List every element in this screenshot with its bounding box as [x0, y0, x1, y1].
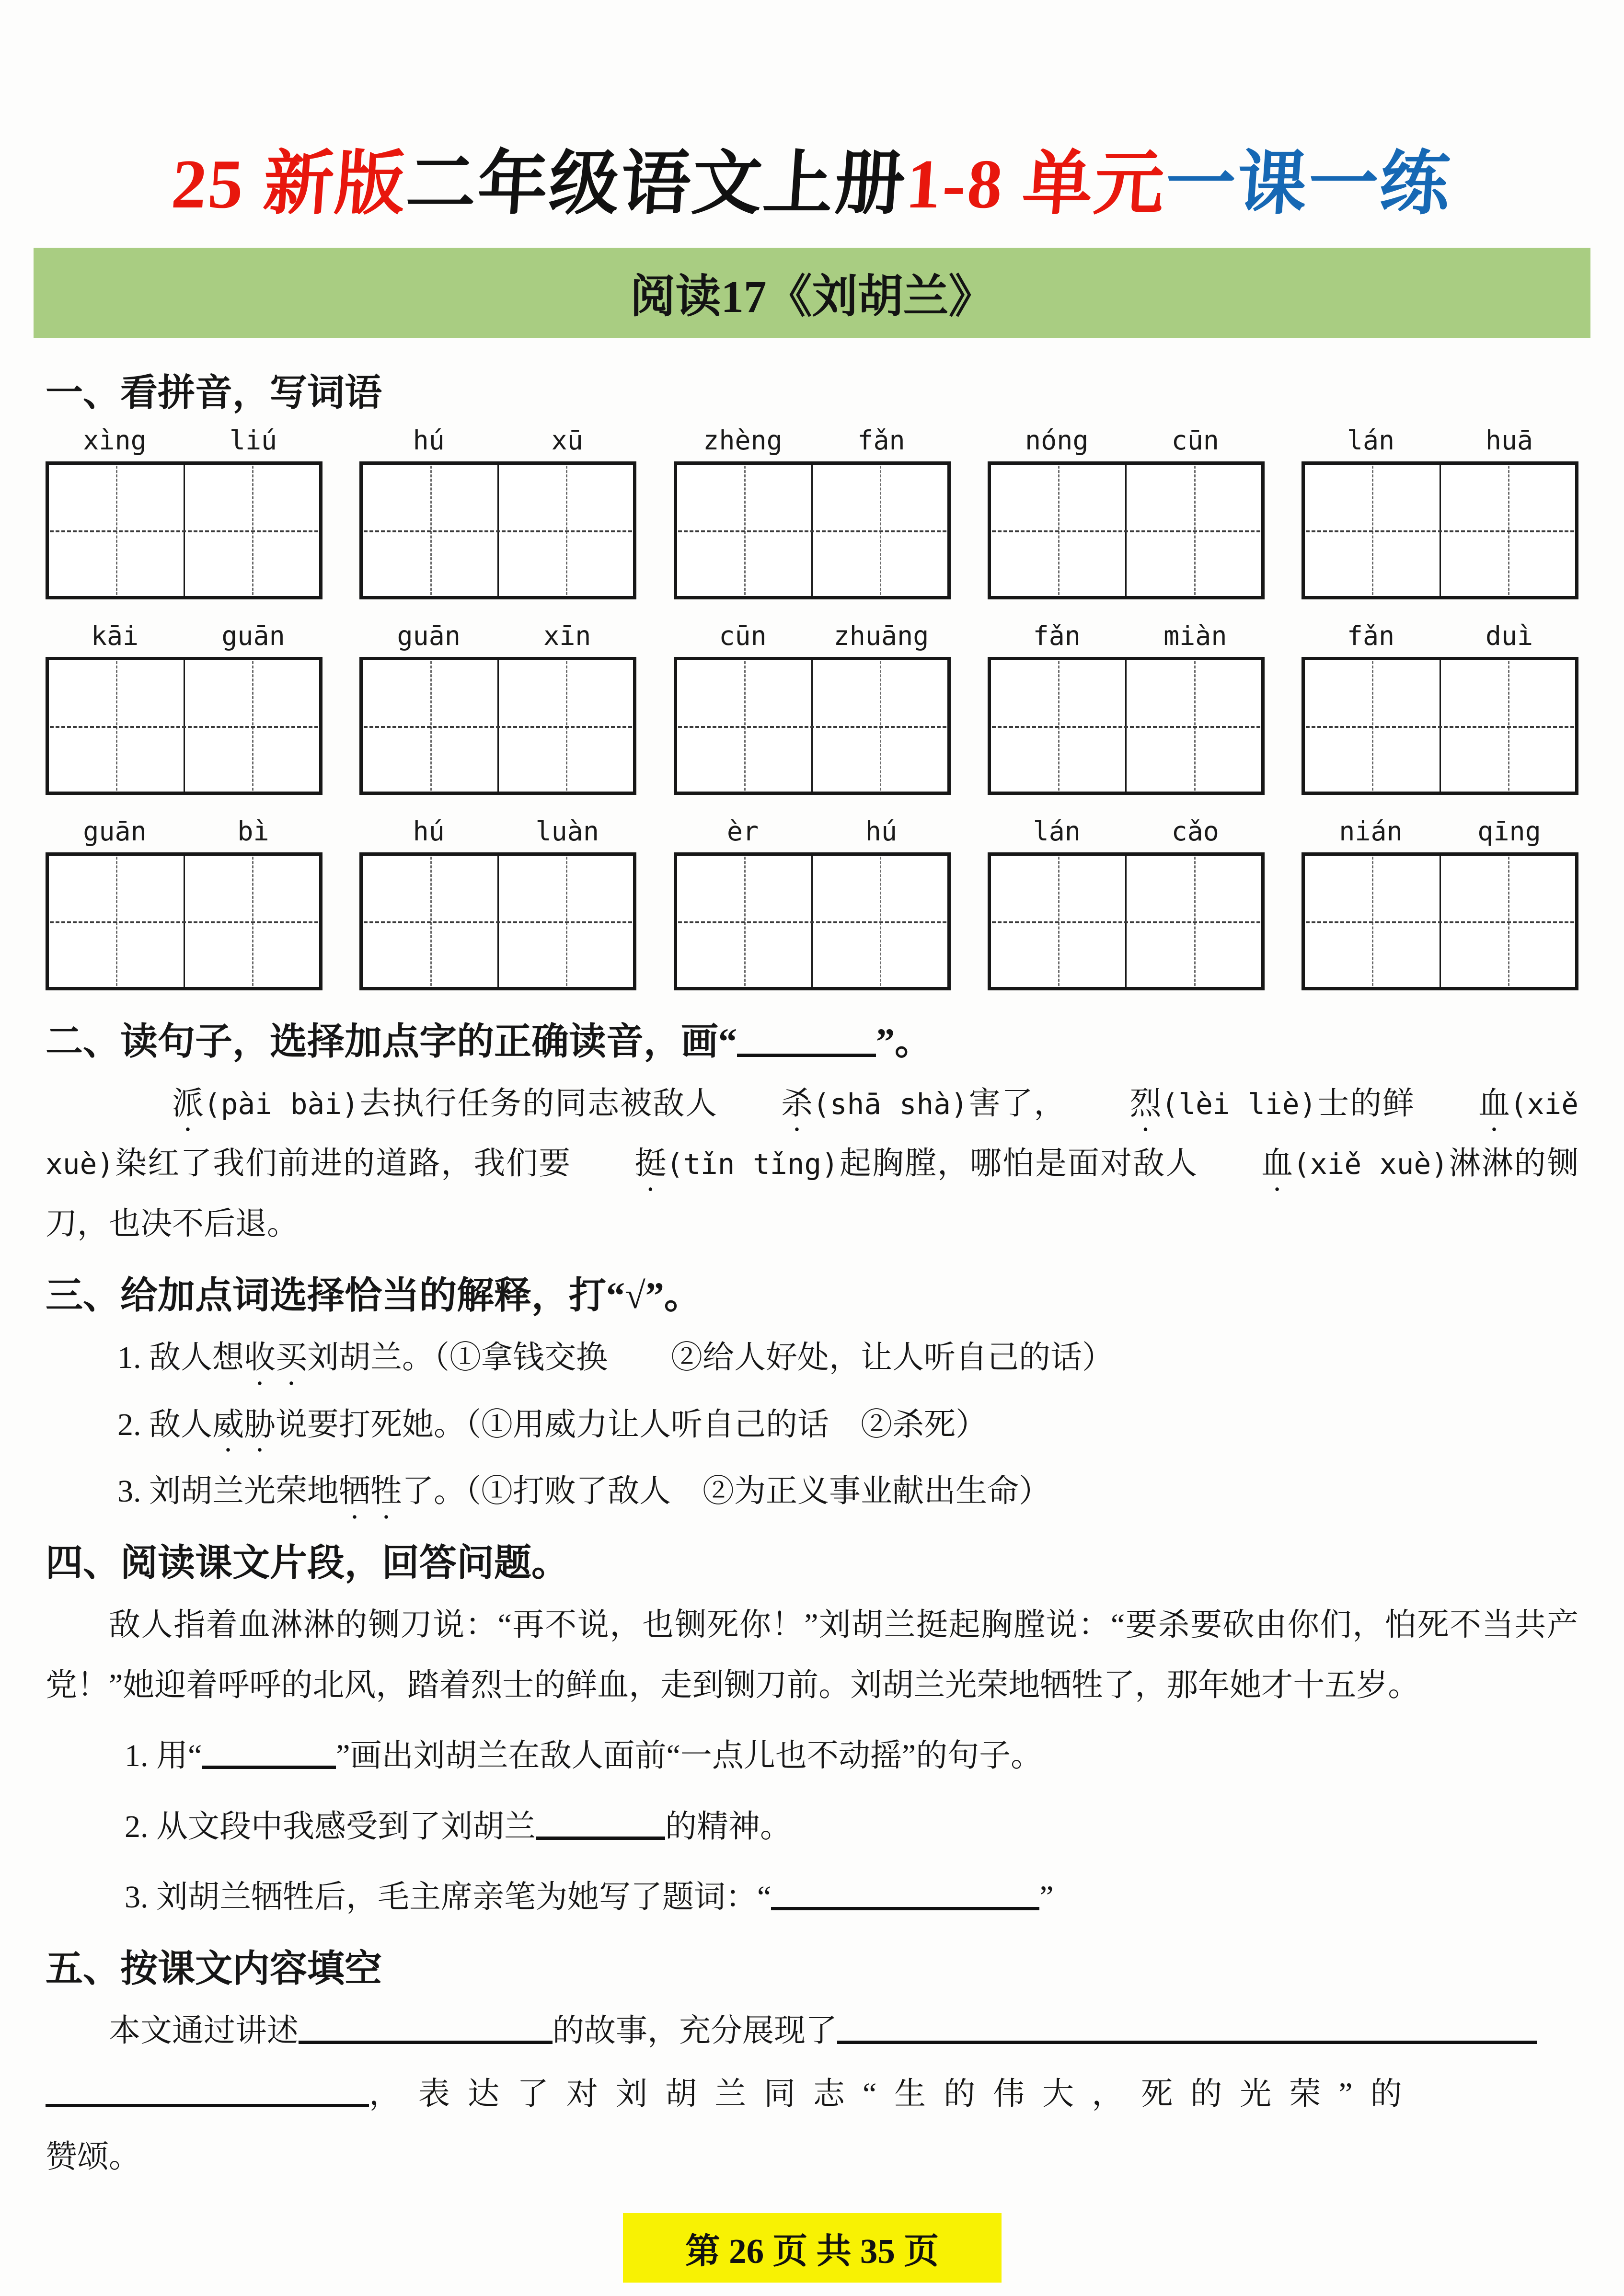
writing-cell[interactable]: [49, 856, 185, 987]
pinyin-word-group: [1302, 620, 1578, 795]
text-run: 淋淋的铡刀，也决不后退。: [46, 1146, 1579, 1241]
writing-cell[interactable]: [185, 856, 320, 987]
writing-cell[interactable]: [991, 660, 1127, 792]
writing-box: [1302, 461, 1578, 599]
pinyin-annotation: (shā shà): [812, 1088, 968, 1121]
text-run: 2. 敌人: [117, 1407, 212, 1442]
page-title: [42, 127, 1582, 228]
dotted-char: 威: [212, 1407, 244, 1442]
section-4: [46, 1533, 1578, 1927]
pinyin-labels: [988, 425, 1265, 456]
writing-cell[interactable]: [991, 465, 1127, 596]
writing-box: [46, 657, 322, 795]
pinyin-word-group: [988, 816, 1265, 990]
dotted-char: 杀: [781, 1086, 813, 1121]
pinyin-labels: [1302, 620, 1578, 651]
writing-cell[interactable]: [813, 856, 947, 987]
pinyin-word-group: [988, 425, 1265, 599]
section5-line2: [46, 2064, 1578, 2124]
section-2: [46, 1011, 1578, 1254]
pinyin-syllable: duì: [1485, 620, 1533, 651]
section2-paragraph: [46, 1074, 1578, 1254]
pinyin-syllable: qīng: [1477, 816, 1541, 847]
text-run: 本文通过讲述: [109, 2013, 299, 2049]
pinyin-syllable: èr: [726, 816, 759, 847]
writing-cell[interactable]: [1305, 856, 1441, 987]
writing-cell[interactable]: [813, 660, 947, 792]
pinyin-word-group: [674, 620, 951, 795]
list-item: [46, 1797, 1578, 1857]
fill-blank[interactable]: [837, 2014, 1537, 2044]
dotted-char: 派: [172, 1086, 204, 1121]
dotted-char: 收: [244, 1340, 276, 1376]
pinyin-labels: [674, 620, 951, 651]
pinyin-syllable: guān: [83, 816, 147, 847]
lesson-banner: [34, 248, 1590, 338]
pinyin-syllable: liú: [229, 425, 277, 456]
list-item: [46, 1461, 1578, 1521]
page-number-text: 第 26 页 共 35 页: [685, 2232, 939, 2271]
writing-cell[interactable]: [499, 856, 633, 987]
section5-line3: [46, 2127, 1578, 2187]
lesson-banner-text: 阅读17《刘胡兰》: [630, 271, 994, 322]
section3-heading: 三、给加点词选择恰当的解释，打“√”。: [46, 1274, 702, 1317]
pinyin-labels: [988, 816, 1265, 847]
pinyin-syllable: guān: [221, 620, 285, 651]
writing-cell[interactable]: [1127, 660, 1261, 792]
writing-cell[interactable]: [1441, 660, 1576, 792]
dotted-char: 牲: [370, 1473, 402, 1509]
text-run: 士的鲜: [1316, 1086, 1415, 1121]
text-run: 1. 敌人想: [117, 1340, 244, 1376]
pinyin-syllable: miàn: [1163, 620, 1227, 651]
pinyin-labels: [359, 425, 636, 456]
dotted-char: 血: [1478, 1086, 1510, 1121]
text-run: 赞颂。: [46, 2139, 140, 2175]
text-run: ”: [1039, 1879, 1054, 1915]
dotted-char: 挺: [634, 1146, 667, 1182]
list-item: [46, 1395, 1578, 1455]
pinyin-labels: [988, 620, 1265, 651]
text-run: 害了，: [967, 1086, 1067, 1121]
writing-cell[interactable]: [677, 465, 813, 596]
writing-box: [674, 461, 951, 599]
fill-blank[interactable]: [202, 1739, 336, 1769]
section4-questions: [46, 1726, 1578, 1927]
writing-cell[interactable]: [185, 660, 320, 792]
writing-cell[interactable]: [1441, 465, 1576, 596]
pinyin-syllable: fǎn: [857, 425, 905, 456]
section-3: [46, 1265, 1578, 1521]
text-run: 3. 刘胡兰牺牲后，毛主席亲笔为她写了题词：“: [125, 1879, 772, 1915]
writing-box: [359, 657, 636, 795]
pinyin-labels: [46, 425, 322, 456]
list-item: [46, 1726, 1578, 1786]
text-run: 刘胡兰。（①拿钱交换 ②给人好处，让人听自己的话）: [307, 1340, 1114, 1376]
list-item: [46, 1328, 1578, 1388]
pinyin-word-group: [359, 620, 636, 795]
writing-cell[interactable]: [1127, 856, 1261, 987]
pinyin-word-group: [46, 620, 322, 795]
pinyin-syllable: luàn: [535, 816, 599, 847]
pinyin-labels: [46, 620, 322, 651]
pinyin-syllable: zhuāng: [833, 620, 929, 651]
text-run: 二年级语文上册: [403, 145, 909, 223]
fill-blank[interactable]: [771, 1880, 1039, 1910]
pinyin-syllable: lán: [1347, 425, 1395, 456]
pinyin-syllable: lán: [1033, 816, 1081, 847]
pinyin-syllable: fǎn: [1347, 620, 1395, 651]
text-run: 的精神。: [665, 1809, 792, 1844]
writing-box: [988, 657, 1265, 795]
writing-box: [988, 461, 1265, 599]
pinyin-syllable: hú: [413, 816, 445, 847]
pinyin-labels: [46, 816, 322, 847]
pinyin-labels: [674, 425, 951, 456]
writing-cell[interactable]: [1441, 856, 1576, 987]
writing-box: [1302, 852, 1578, 990]
writing-cell[interactable]: [49, 660, 185, 792]
pinyin-labels: [359, 816, 636, 847]
section1-heading: 一、看拼音，写词语: [46, 372, 382, 413]
dotted-char: 烈: [1129, 1086, 1162, 1121]
pinyin-word-group: [674, 425, 951, 599]
pinyin-annotation: (lèi liè): [1161, 1088, 1317, 1121]
dotted-char: 血: [1261, 1146, 1293, 1182]
text-run: 1-8 单元: [903, 145, 1168, 223]
section4-heading: 四、阅读课文片段，回答问题。: [46, 1542, 569, 1584]
writing-cell[interactable]: [813, 465, 947, 596]
pinyin-word-group: [46, 816, 322, 990]
pinyin-syllable: cǎo: [1171, 816, 1219, 847]
pinyin-syllable: bì: [237, 816, 269, 847]
pinyin-word-group: [359, 425, 636, 599]
section5-heading: 五、按课文内容填空: [46, 1948, 382, 1990]
fill-blank[interactable]: [299, 2014, 553, 2044]
writing-cell[interactable]: [499, 465, 633, 596]
dotted-char: 胁: [244, 1407, 276, 1442]
writing-box: [46, 461, 322, 599]
writing-cell[interactable]: [677, 856, 813, 987]
pinyin-annotation: (tǐn tǐng): [666, 1148, 839, 1182]
text-run: 起胸膛，哪怕是面对敌人: [838, 1146, 1198, 1182]
section2-heading: [46, 1011, 1578, 1065]
writing-cell[interactable]: [363, 660, 499, 792]
dotted-char: 牺: [339, 1473, 370, 1509]
pinyin-syllable: cūn: [1171, 425, 1219, 456]
pinyin-labels: [1302, 816, 1578, 847]
text-run: ”画出刘胡兰在敌人面前“一点儿也不动摇”的句子。: [336, 1738, 1043, 1774]
pinyin-syllable: hú: [413, 425, 445, 456]
text-run: 去执行任务的同志被敌人: [358, 1086, 718, 1121]
text-run: 一课一练: [1163, 145, 1454, 223]
writing-box: [1302, 657, 1578, 795]
writing-cell[interactable]: [499, 660, 633, 792]
pinyin-labels: [359, 620, 636, 651]
text-run: 了。（①打败了敌人 ②为正义事业献出生命）: [402, 1473, 1050, 1509]
writing-box: [359, 852, 636, 990]
text-run: 3. 刘胡兰光荣地: [117, 1473, 339, 1509]
pinyin-syllable: nóng: [1025, 425, 1089, 456]
text-run: 说要打死她。（①用威力让人听自己的话 ②杀死）: [276, 1407, 987, 1442]
writing-cell[interactable]: [49, 465, 185, 596]
pinyin-syllable: xū: [551, 425, 583, 456]
pinyin-annotation: (pài bài): [204, 1088, 359, 1121]
pinyin-syllable: guān: [397, 620, 461, 651]
pinyin-annotation: (xiě xuè): [1293, 1148, 1448, 1182]
fill-blank[interactable]: [46, 2077, 369, 2107]
writing-cell[interactable]: [1127, 465, 1261, 596]
fill-blank[interactable]: [737, 1022, 876, 1057]
pinyin-syllable: huā: [1485, 425, 1533, 456]
page-number-badge: [623, 2213, 1002, 2283]
pinyin-syllable: hú: [865, 816, 898, 847]
text-run: 的故事，充分展现了: [553, 2013, 837, 2049]
pinyin-word-group: [46, 425, 322, 599]
pinyin-row: [46, 816, 1578, 990]
pinyin-row: [46, 425, 1578, 599]
pinyin-word-group: [359, 816, 636, 990]
writing-cell[interactable]: [363, 856, 499, 987]
pinyin-word-group: [674, 816, 951, 990]
text-run: 25 新版: [169, 145, 409, 223]
pinyin-syllable: nián: [1339, 816, 1403, 847]
pinyin-syllable: xīn: [543, 620, 591, 651]
writing-cell[interactable]: [991, 856, 1127, 987]
text-run: 染红了我们前进的道路，我们要: [114, 1146, 572, 1182]
dotted-char: 买: [276, 1340, 307, 1376]
text-run: 二、读句子，选择加点字的正确读音，画“: [46, 1021, 737, 1062]
fill-blank[interactable]: [536, 1810, 665, 1840]
pinyin-word-group: [1302, 816, 1578, 990]
text-run: ，表达了对刘胡兰同志“生的伟大，死的光荣”的: [369, 2076, 1420, 2112]
text-run: 1. 用“: [125, 1738, 202, 1774]
pinyin-row: [46, 620, 1578, 795]
pinyin-syllable: cūn: [719, 620, 767, 651]
section5-line1: [46, 2001, 1578, 2061]
pinyin-syllable: fǎn: [1033, 620, 1081, 651]
pinyin-syllable: kāi: [91, 620, 139, 651]
writing-box: [674, 852, 951, 990]
pinyin-labels: [1302, 425, 1578, 456]
writing-cell[interactable]: [363, 465, 499, 596]
writing-cell[interactable]: [1305, 660, 1441, 792]
list-item: [46, 1867, 1578, 1927]
writing-box: [359, 461, 636, 599]
section-1: [46, 363, 1578, 990]
section4-passage: 敌人指着血淋淋的铡刀说：“再不说，也铡死你！”刘胡兰挺起胸膛说：“要杀要砍由你们，怕死不当共产党！”她迎着呼呼的北风，踏着烈士的鲜血，走到铡刀前。刘胡兰光荣地牺牲了，那年她才十五岁。: [46, 1607, 1578, 1703]
text-run: ”。: [876, 1021, 933, 1062]
writing-box: [988, 852, 1265, 990]
pinyin-labels: [674, 816, 951, 847]
pinyin-word-group: [988, 620, 1265, 795]
writing-cell[interactable]: [677, 660, 813, 792]
writing-box: [46, 852, 322, 990]
writing-box: [674, 657, 951, 795]
pinyin-syllable: xìng: [83, 425, 147, 456]
section-5: [46, 1939, 1578, 2187]
pinyin-word-group: [1302, 425, 1578, 599]
pinyin-grid: [46, 425, 1578, 990]
pinyin-syllable: zhèng: [703, 425, 783, 456]
writing-cell[interactable]: [185, 465, 320, 596]
pinyin-annotation: (xiě xuè): [46, 1088, 1579, 1182]
text-run: 2. 从文段中我感受到了刘胡兰: [125, 1809, 536, 1844]
writing-cell[interactable]: [1305, 465, 1441, 596]
section3-items: [46, 1328, 1578, 1521]
